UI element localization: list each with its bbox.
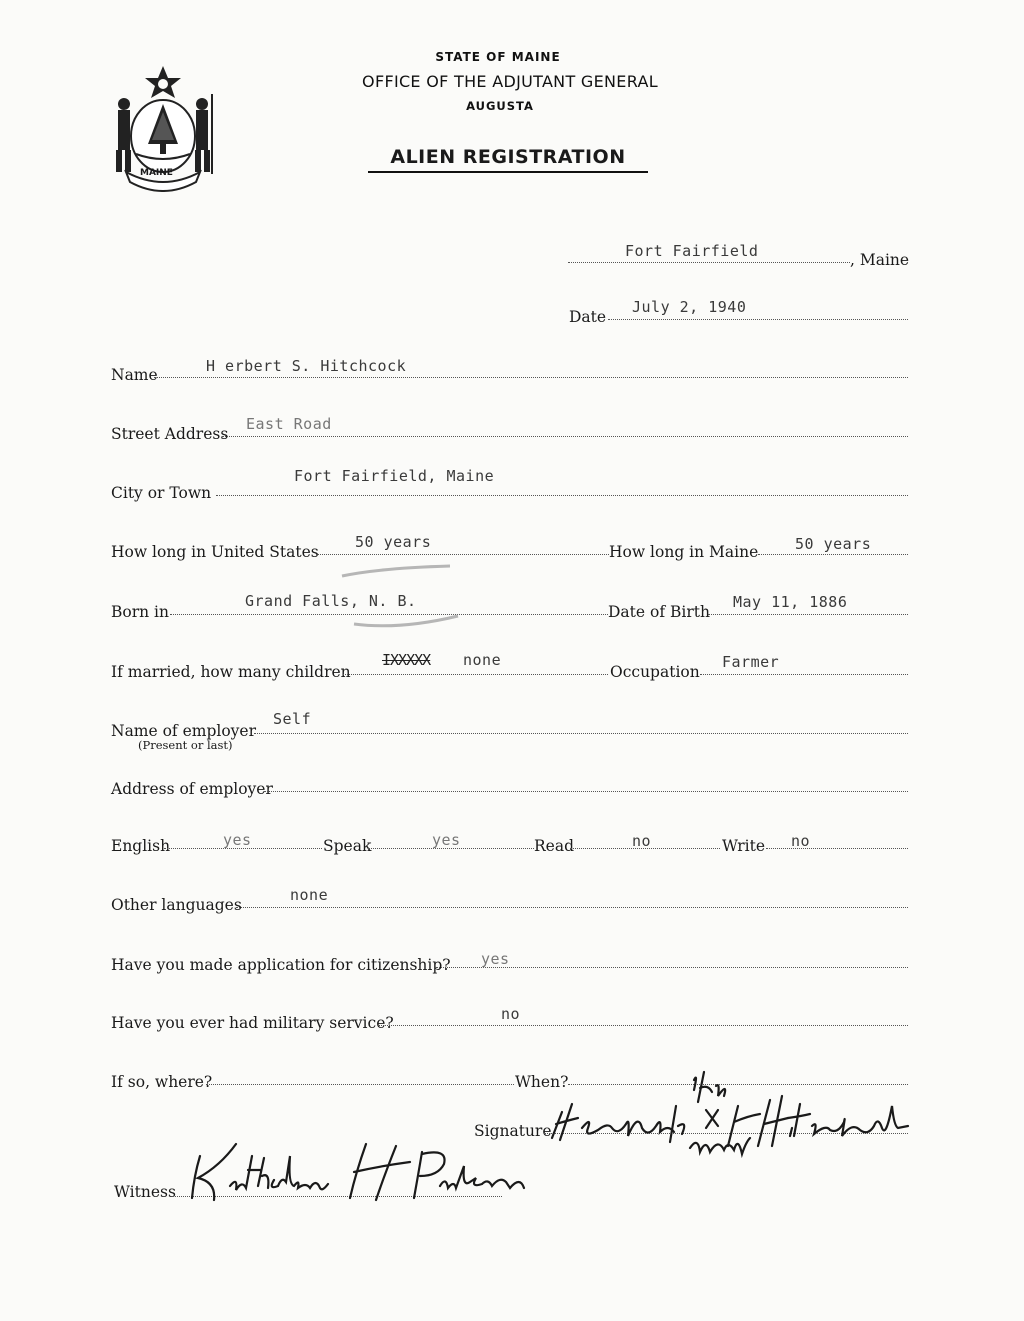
when-label: When? xyxy=(515,1073,569,1091)
name-line xyxy=(154,377,908,378)
employer-address-line xyxy=(264,791,908,792)
signature-handwriting xyxy=(548,1066,918,1161)
town-value: Fort Fairfield xyxy=(625,242,759,260)
military-label: Have you ever had military service? xyxy=(111,1014,394,1032)
city-town-line xyxy=(216,495,908,496)
employer-address-label: Address of employer xyxy=(111,780,273,798)
form-title: ALIEN REGISTRATION xyxy=(368,146,648,173)
maine-label: , Maine xyxy=(850,251,910,269)
occupation-value: Farmer xyxy=(722,653,780,671)
other-languages-line xyxy=(236,907,908,908)
english-label: English xyxy=(111,837,171,855)
name-label: Name xyxy=(111,366,158,384)
employer-name-line xyxy=(254,733,908,734)
born-in-value: Grand Falls, N. B. xyxy=(245,592,417,610)
pencil-mark xyxy=(340,562,460,582)
witness-handwriting xyxy=(170,1136,530,1206)
how-long-us-line xyxy=(316,554,609,555)
street-line xyxy=(222,436,908,437)
children-struck-value: IXXXXX xyxy=(382,651,431,669)
employer-value: Self xyxy=(273,710,312,728)
city-town-value: Fort Fairfield, Maine xyxy=(294,467,495,485)
city-town-label: City or Town xyxy=(111,484,212,502)
how-long-maine-label: How long in Maine xyxy=(609,543,759,561)
city-heading: AUGUSTA xyxy=(466,99,534,113)
other-languages-label: Other languages xyxy=(111,896,242,914)
read-value: no xyxy=(632,832,652,850)
read-label: Read xyxy=(534,837,575,855)
how-long-maine-value: 50 years xyxy=(795,535,872,553)
citizenship-value: yes xyxy=(481,950,510,968)
office-heading: OFFICE OF THE ADJUTANT GENERAL xyxy=(362,72,658,91)
employer-name-label: Name of employer xyxy=(111,722,257,740)
date-label: Date xyxy=(569,308,607,326)
date-of-birth-label: Date of Birth xyxy=(608,603,710,621)
speak-value: yes xyxy=(432,831,461,849)
military-value: no xyxy=(501,1005,521,1023)
other-languages-value: none xyxy=(290,886,329,904)
military-line xyxy=(378,1025,908,1026)
town-line xyxy=(568,262,850,263)
seal-banner-text: MAINE xyxy=(140,168,173,178)
occupation-label: Occupation xyxy=(610,663,700,681)
married-children-label: If married, how many children xyxy=(111,663,351,681)
how-long-us-value: 50 years xyxy=(355,533,432,551)
write-label: Write xyxy=(722,837,766,855)
write-line xyxy=(766,848,908,849)
children-value: none xyxy=(463,651,502,669)
street-label: Street Address xyxy=(111,425,229,443)
date-line xyxy=(608,319,908,320)
date-of-birth-line xyxy=(708,614,908,615)
witness-label: Witness xyxy=(114,1183,176,1201)
if-so-where-label: If so, where? xyxy=(111,1073,213,1091)
how-long-maine-line xyxy=(758,554,908,555)
if-so-where-line xyxy=(206,1084,514,1085)
citizenship-label: Have you made application for citizenship? xyxy=(111,956,451,974)
date-of-birth-value: May 11, 1886 xyxy=(733,593,848,611)
married-children-line xyxy=(343,674,608,675)
occupation-line xyxy=(700,674,908,675)
english-value: yes xyxy=(223,831,252,849)
state-heading: STATE OF MAINE xyxy=(435,50,561,64)
employer-note: (Present or last) xyxy=(138,738,233,752)
how-long-us-label: How long in United States xyxy=(111,543,319,561)
name-value: H erbert S. Hitchcock xyxy=(206,357,407,375)
speak-label: Speak xyxy=(323,837,372,855)
born-in-label: Born in xyxy=(111,603,169,621)
date-value: July 2, 1940 xyxy=(632,298,747,316)
street-value: East Road xyxy=(246,415,332,433)
signature-label: Signature xyxy=(474,1122,552,1140)
write-value: no xyxy=(791,832,811,850)
pencil-underline xyxy=(350,608,470,630)
